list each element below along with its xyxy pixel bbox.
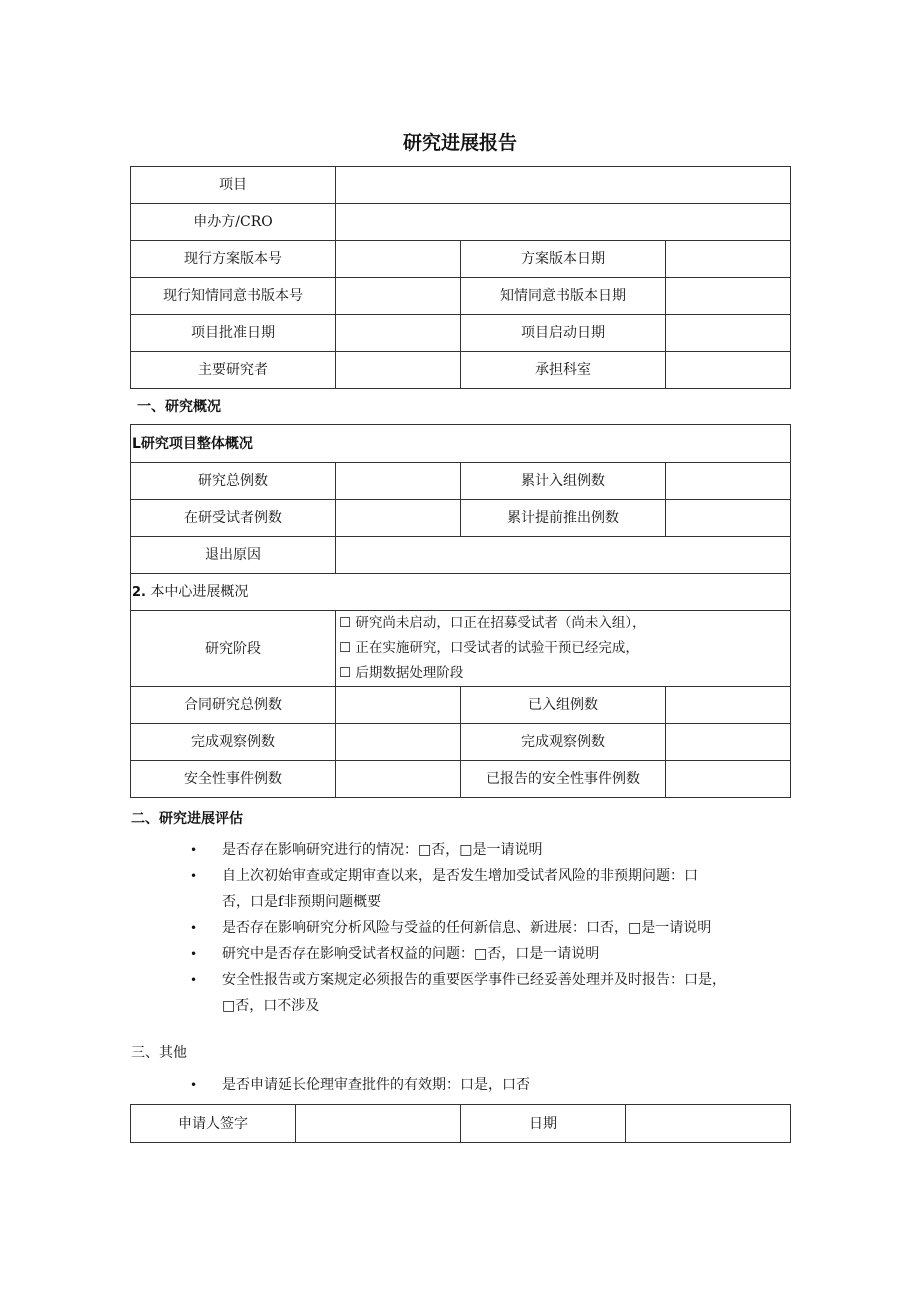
reported-safety-value-cell[interactable]: [666, 761, 791, 798]
sub2-title-row: [131, 574, 791, 611]
date-value-cell[interactable]: [626, 1105, 791, 1143]
cumulative-enrolled-label: 累计入组例数: [461, 463, 666, 500]
completed-obs-value-cell-left[interactable]: [336, 724, 461, 761]
department-label: 承担科室: [461, 352, 666, 389]
contract-total-label: 合同研究总例数: [131, 687, 336, 724]
withdraw-reason-value-cell[interactable]: [336, 537, 791, 574]
sub2-number: 2.: [132, 584, 146, 600]
stage-option-not-started[interactable]: ☐ 研究尚未启动，口正在招募受试者（尚未入组），: [339, 615, 646, 631]
list-item: • 是否申请延长伦理审查批件的有效期：口是，口否: [190, 1072, 780, 1098]
list-item: • 自上次初始审查或定期审查以来，是否发生增加受试者风险的非预期问题：口 否，口是f非预期问题概要: [190, 863, 780, 915]
cumulative-withdrawn-label: 累计提前推出例数: [461, 500, 666, 537]
safety-events-label: 安全性事件例数: [131, 761, 336, 798]
current-subjects-label: 在研受试者例数: [131, 500, 336, 537]
start-date-value-cell[interactable]: [666, 315, 791, 352]
completed-obs-value-cell-right[interactable]: [666, 724, 791, 761]
project-value-cell[interactable]: [336, 167, 791, 204]
list-item: • 安全性报告或方案规定必须报告的重要医学事件已经妥善处理并及时报告：口是， □否，口不涉及: [190, 967, 780, 1019]
protocol-date-value-cell[interactable]: [666, 241, 791, 278]
enrolled-value-cell[interactable]: [666, 687, 791, 724]
list-item: • 研究中是否存在影响受试者权益的问题：□否，口是一请说明: [190, 941, 780, 967]
pi-value-cell[interactable]: [336, 352, 461, 389]
sub2-title: 本中心进展概况: [150, 583, 249, 600]
total-cases-value-cell[interactable]: [336, 463, 461, 500]
icf-version-value-cell[interactable]: [336, 278, 461, 315]
project-info-table: [130, 166, 791, 389]
completed-obs-label-right: 完成观察例数: [461, 724, 666, 761]
protocol-version-label: 现行方案版本号: [131, 241, 336, 278]
icf-date-label: 知情同意书版本日期: [461, 278, 666, 315]
safety-events-value-cell[interactable]: [336, 761, 461, 798]
start-date-label: 项目启动日期: [461, 315, 666, 352]
bullet-icon: •: [190, 921, 198, 935]
icf-version-label: 现行知情同意书版本号: [131, 278, 336, 315]
stage-options-cell[interactable]: [336, 611, 791, 687]
cumulative-enrolled-value-cell[interactable]: [666, 463, 791, 500]
stage-option-data-processing[interactable]: ☐ 后期数据处理阶段: [339, 665, 464, 681]
protocol-version-value-cell[interactable]: [336, 241, 461, 278]
list-item: • 是否存在影响研究分析风险与受益的任何新信息、新进展：口否，□是一请说明: [190, 915, 780, 941]
study-overview-table: [130, 424, 791, 798]
total-cases-label: 研究总例数: [131, 463, 336, 500]
section3-bullet-list: [190, 1072, 780, 1098]
applicant-signature-cell[interactable]: [296, 1105, 461, 1143]
pi-label: 主要研究者: [131, 352, 336, 389]
signature-table: [130, 1104, 791, 1143]
cumulative-withdrawn-value-cell[interactable]: [666, 500, 791, 537]
project-label: 项目: [131, 167, 336, 204]
department-value-cell[interactable]: [666, 352, 791, 389]
bullet-icon: •: [190, 869, 198, 883]
section2-heading: 二、研究进展评估: [131, 811, 243, 827]
stage-option-in-progress[interactable]: ☐ 正在实施研究，口受试者的试验干预已经完成，: [339, 640, 639, 656]
bullet-icon: •: [190, 947, 198, 961]
approval-date-value-cell[interactable]: [336, 315, 461, 352]
section2-bullet-list: [190, 837, 780, 1019]
sponsor-label: 申办方/CRO: [131, 204, 336, 241]
bullet-icon: •: [190, 973, 198, 987]
list-item: • 是否存在影响研究进行的情况：□否，□是一请说明: [190, 837, 780, 863]
stage-label: 研究阶段: [131, 611, 336, 687]
applicant-signature-label: 申请人签字: [131, 1105, 296, 1143]
contract-total-value-cell[interactable]: [336, 687, 461, 724]
completed-obs-label-left: 完成观察例数: [131, 724, 336, 761]
approval-date-label: 项目批准日期: [131, 315, 336, 352]
section3-heading: 三、其他: [131, 1045, 187, 1061]
protocol-date-label: 方案版本日期: [461, 241, 666, 278]
enrolled-label: 已入组例数: [461, 687, 666, 724]
current-subjects-value-cell[interactable]: [336, 500, 461, 537]
bullet-icon: •: [190, 843, 198, 857]
sponsor-value-cell[interactable]: [336, 204, 791, 241]
icf-date-value-cell[interactable]: [666, 278, 791, 315]
date-label: 日期: [461, 1105, 626, 1143]
section1-heading: 一、研究概况: [137, 399, 221, 415]
page-title: 研究进展报告: [402, 132, 517, 154]
withdraw-reason-label: 退出原因: [131, 537, 336, 574]
reported-safety-label: 已报告的安全性事件例数: [461, 761, 666, 798]
sub1-title: L研究项目整体概况: [131, 425, 791, 463]
bullet-icon: •: [190, 1078, 198, 1092]
